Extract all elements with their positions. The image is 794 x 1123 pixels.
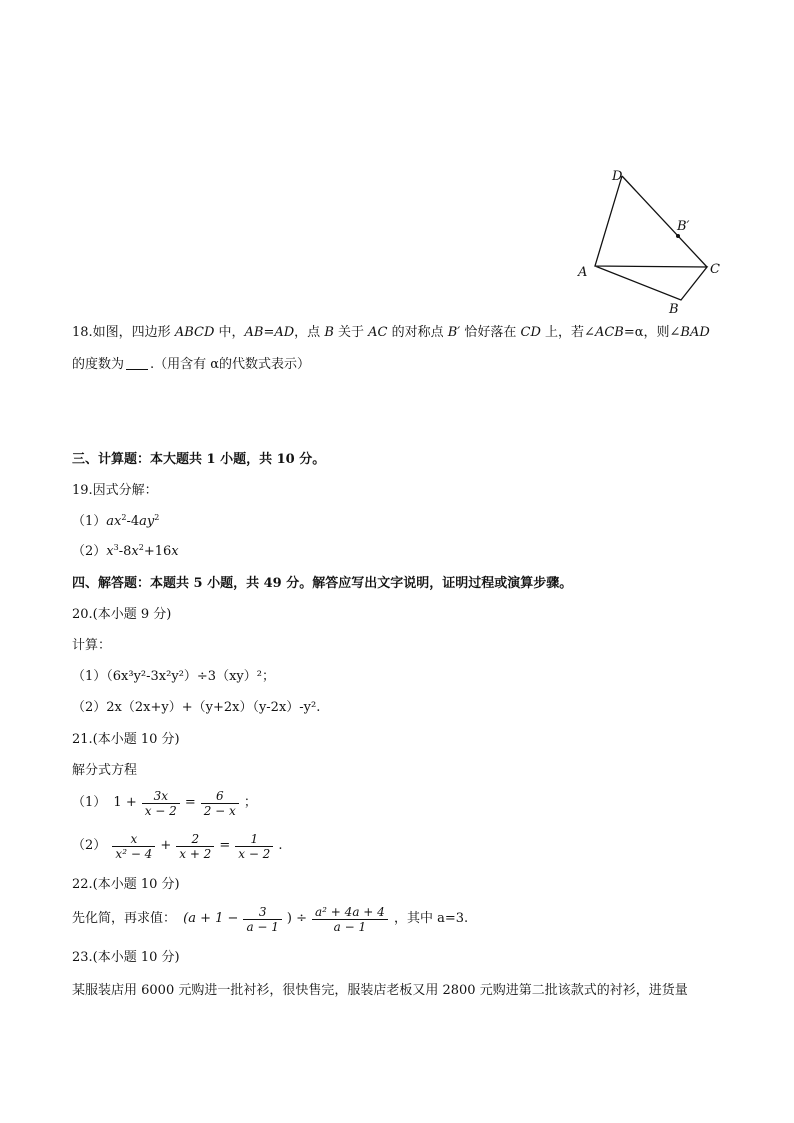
q21-part2: （2） $\frac{x}{\text{x² − 4}}$ + $\frac{2}{x + 2}$ = $\frac{1}{x - 2}$ . [72, 831, 285, 862]
figure-outline [595, 176, 707, 300]
q19-part2: $(2)x^3-8x^2+16x$ [72, 543, 179, 559]
q20-part1: （1）（6x³y²-3x²y²）÷3（xy）²； [72, 669, 275, 684]
section3-header: 三、计算题：本大题共 1 小题，共 10 分。 [72, 452, 326, 467]
fraction: $\frac{2}{x + 2}$ [176, 832, 214, 861]
quadrilateral-figure [570, 160, 730, 320]
q20-part2: （2）2x（2x+y）+（y+2x）（y-2x）-y². [72, 700, 321, 715]
label-a: A [578, 265, 588, 280]
point-b-prime [676, 234, 680, 238]
q21-equation2: $\frac{x}{\text{x² − 4}}$ + $\frac{2}{x + 2}$ = $\frac{1}{x - 2}$ . [110, 831, 285, 861]
q21-part1: （1） 1 + $\frac{3x}{x - 2}$ = $\frac{6}{2 - x}$ ； [72, 788, 260, 819]
fraction: $\frac{1}{x - 2}$ [235, 832, 273, 861]
label-d: D [612, 169, 623, 184]
fraction: $\frac{3x}{x - 2}$ [142, 789, 180, 818]
q21-intro: 解分式方程 [72, 763, 138, 778]
q22-title: 22.(本小题 10 分) [72, 877, 180, 892]
figure-edge-dc [622, 176, 707, 267]
q20-intro: 计算： [72, 638, 112, 653]
q18-line2: 的度数为 .（用含有 α的代数式表示） [72, 357, 311, 372]
q18-line1: 18.如图，四边形 ABCD 中，AB=AD，点 B 关于 AC 的对称点 B′ 恰好落在 CD 上，若∠ACB=α，则∠BAD [72, 325, 710, 340]
q23-title: 23.(本小题 10 分) [72, 950, 180, 965]
label-b-prime: B′ [677, 219, 690, 234]
q19-part1: $(1)ax^2-4ay^2$ [72, 513, 160, 529]
section4-header: 四、解答题：本题共 5 小题，共 49 分。解答应写出文字说明，证明过程或演算步骤。 [72, 576, 573, 591]
label-c: C [710, 262, 720, 277]
fraction: $\frac{3}{a - 1}$ [243, 905, 281, 934]
fraction: $\frac{x}{\text{x² − 4}}$ [112, 832, 155, 861]
q22-math: (a + 1 − $\frac{3}{a - 1}$ ) ÷ $\frac{\text{a² + 4a + 4}}{a - 1}$ [180, 904, 390, 934]
q21-title: 21.(本小题 10 分) [72, 732, 180, 747]
fraction: $\frac{\text{a² + 4a + 4}}{a - 1}$ [312, 905, 388, 934]
label-b: B [669, 302, 679, 317]
q21-equation1: 1 + $\frac{3x}{x - 2}$ = $\frac{6}{2 - x}$ ； [113, 788, 257, 818]
q19-title: 19.因式分解： [72, 483, 158, 498]
answer-blank [126, 357, 148, 370]
fraction: $\frac{6}{2 - x}$ [201, 789, 239, 818]
q20-title: 20.(本小题 9 分) [72, 607, 172, 622]
q23-text: 某服装店用 6000 元购进一批衬衫，很快售完，服装店老板又用 2800 元购进第二批该款式的衬衫，进货量 [72, 983, 688, 998]
q22-expression: 先化简，再求值： (a + 1 − $\frac{3}{a - 1}$ ) ÷ $\frac{\text{a² + 4a + 4}}{a - 1}$ ，其中 a=3. [72, 904, 469, 934]
